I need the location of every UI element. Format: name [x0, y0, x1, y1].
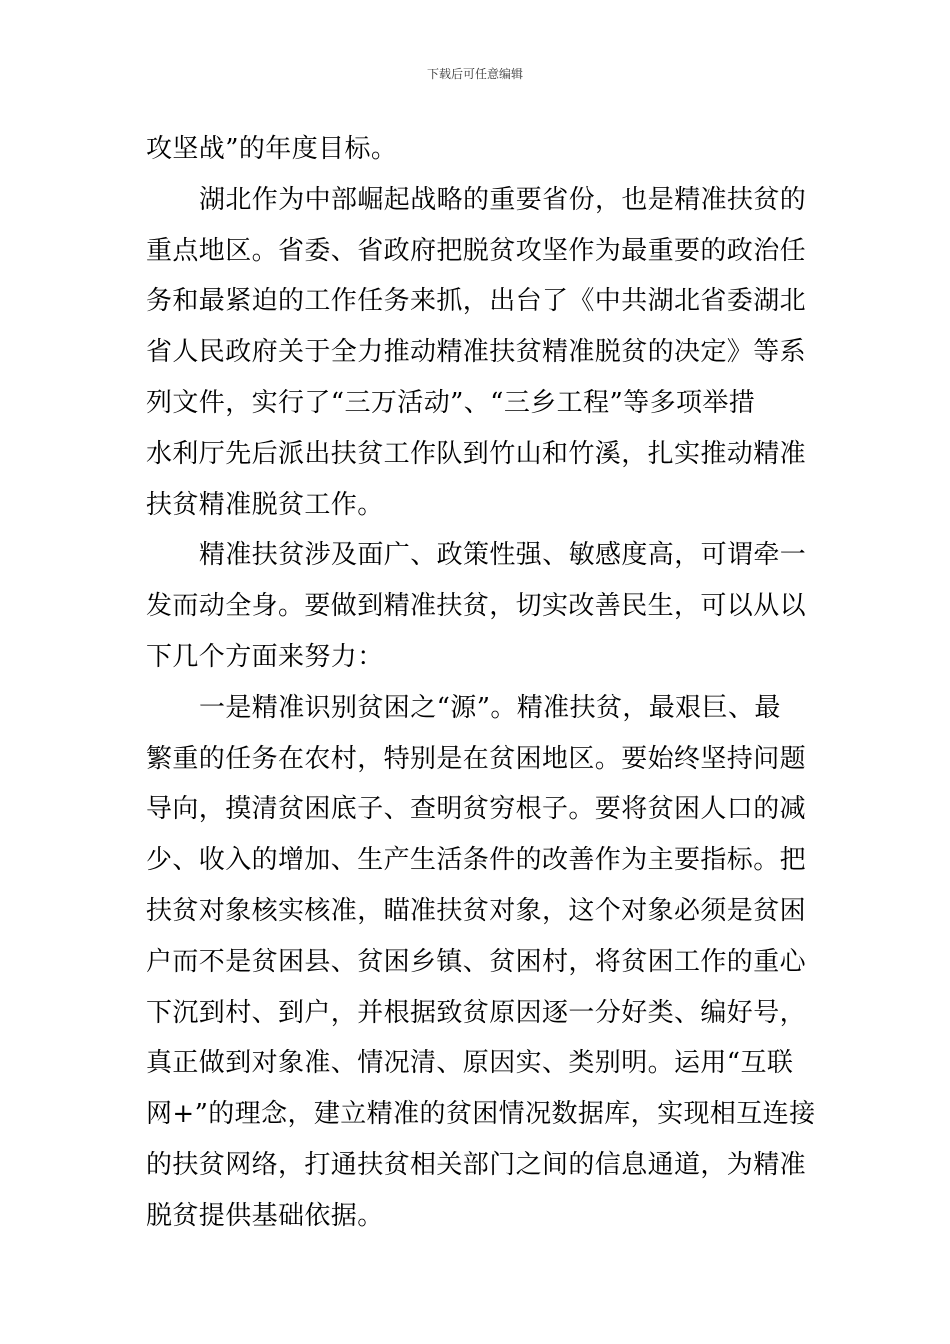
text-line: 脱贫提供基础依据。: [146, 1200, 384, 1231]
text-line: 户而不是贫困县、贫困乡镇、贫困村，将贫困工作的重心: [146, 946, 807, 977]
text-line: 务和最紧迫的工作任务来抓，出台了《中共湖北省委湖北: [146, 286, 807, 317]
text-line: 攻坚战”的年度目标。: [146, 134, 398, 164]
text-line: 扶贫对象核实核准，瞄准扶贫对象，这个对象必须是贫困: [146, 895, 807, 926]
text-line: 列文件，实行了“三万活动”、“三乡工程”等多项举措: [146, 387, 756, 418]
paragraph-first-line: 精准扶贫涉及面广、政策性强、敏感度高，可谓牵一: [199, 540, 807, 571]
text-line: 繁重的任务在农村，特别是在贫困地区。要始终坚持问题: [146, 743, 807, 774]
text-line: 水利厅先后派出扶贫工作队到竹山和竹溪，扎实推动精准: [146, 438, 807, 469]
text-line: 下几个方面来努力：: [146, 641, 384, 672]
text-line: 少、收入的增加、生产生活条件的改善作为主要指标。把: [146, 845, 807, 876]
text-line: 真正做到对象准、情况清、原因实、类别明。运用“互联: [146, 1048, 794, 1079]
text-line: 导向，摸清贫困底子、查明贫穷根子。要将贫困人口的减: [146, 794, 807, 825]
paragraph-first-line: 一是精准识别贫困之“源”。精准扶贫，最艰巨、最: [199, 692, 781, 723]
text-line: 省人民政府关于全力推动精准扶贫精准脱贫的决定》等系: [146, 337, 807, 368]
text-line: 发而动全身。要做到精准扶贫，切实改善民生，可以从以: [146, 591, 807, 622]
page-header-note: 下载后可任意编辑: [426, 67, 523, 81]
document-body: [146, 124, 816, 1242]
text-line: 的扶贫网络，打通扶贫相关部门之间的信息通道，为精准: [146, 1149, 807, 1180]
text-line: 下沉到村、到户，并根据致贫原因逐一分好类、编好号，: [146, 997, 807, 1028]
paragraph-first-line: 湖北作为中部崛起战略的重要省份，也是精准扶贫的: [199, 184, 807, 215]
text-line: 网+”的理念，建立精准的贫困情况数据库，实现相互连接: [146, 1099, 816, 1130]
text-line: 重点地区。省委、省政府把脱贫攻坚作为最重要的政治任: [146, 235, 807, 266]
text-line: 扶贫精准脱贫工作。: [146, 489, 384, 520]
